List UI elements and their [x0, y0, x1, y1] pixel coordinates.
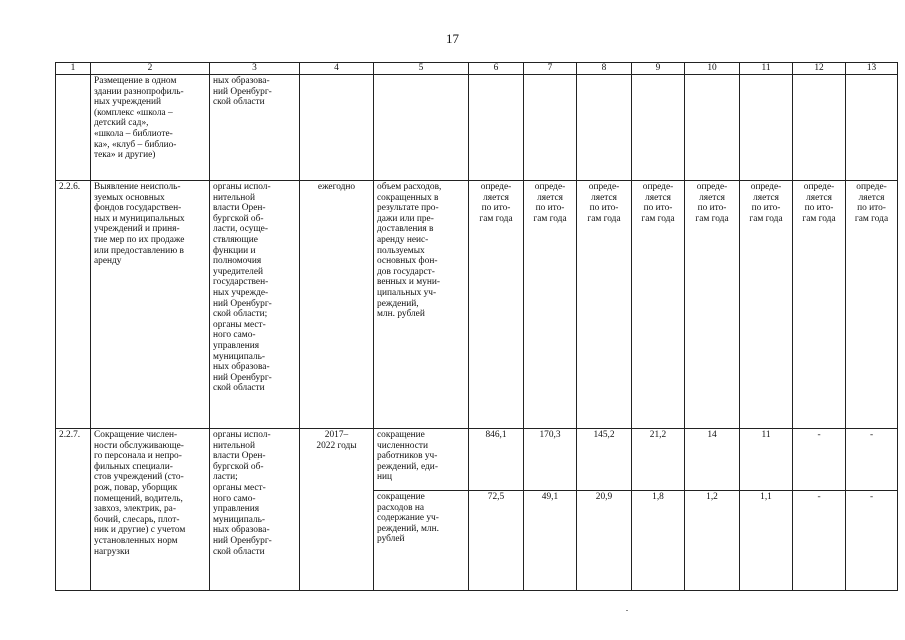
value-cell: - [846, 491, 898, 591]
row-number-cell: 2.2.7. [56, 429, 91, 591]
value-cell [469, 75, 524, 181]
value-cell: - [846, 429, 898, 491]
value-cell: опреде- ляется по ито- гам года [469, 181, 524, 429]
table-row-continued [56, 75, 898, 181]
column-number: 6 [469, 63, 524, 75]
column-number: 13 [846, 63, 898, 75]
value-cell [632, 75, 685, 181]
table-row-2-2-7a [56, 429, 898, 491]
scan-speck [626, 610, 628, 611]
value-cell [846, 75, 898, 181]
value-cell: опреде- ляется по ито- гам года [632, 181, 685, 429]
term-cell [300, 75, 374, 181]
value-cell: 21,2 [632, 429, 685, 491]
value-cell: опреде- ляется по ито- гам года [524, 181, 577, 429]
measures-table [55, 62, 898, 591]
column-numbers-row [56, 63, 898, 75]
executors-cell: органы испол- нительной власти Орен- бургской об- ласти; органы мест- ного само- управления муниципаль- ных образова- ний Оренбург- ской области [210, 429, 300, 591]
value-cell: опреде- ляется по ито- гам года [846, 181, 898, 429]
executors-cell: ных образова- ний Оренбург- ской области [210, 75, 300, 181]
value-cell: 846,1 [469, 429, 524, 491]
indicator-cell [374, 75, 469, 181]
measure-cell: Сокращение числен- ности обслуживающе- го персонала и непро- фильных специали- стов учреждений (сто- рож, повар, уборщик помещений, водитель, завхоз, электрик, ра- бочий, слесарь, плот- ник и другие) с учетом установленных норм нагрузки [91, 429, 210, 591]
value-cell: 11 [740, 429, 793, 491]
column-number: 4 [300, 63, 374, 75]
term-cell: ежегодно [300, 181, 374, 429]
table-row-2-2-6 [56, 181, 898, 429]
column-number: 3 [210, 63, 300, 75]
column-number: 2 [91, 63, 210, 75]
value-cell: 72,5 [469, 491, 524, 591]
value-cell: 1,1 [740, 491, 793, 591]
column-number: 7 [524, 63, 577, 75]
measure-cell: Выявление неисполь- зуемых основных фондов государствен- ных и муниципальных учреждений и приня- тие мер по их продаже или предоставлению в аренду [91, 181, 210, 429]
value-cell [577, 75, 632, 181]
column-number: 1 [56, 63, 91, 75]
indicator-cell: сокращение численности работников уч- реждений, еди- ниц [374, 429, 469, 491]
indicator-cell: сокращение расходов на содержание уч- реждений, млн. рублей [374, 491, 469, 591]
value-cell: - [793, 491, 846, 591]
indicator-cell: объем расходов, сокращенных в результате про- дажи или пре- доставления в аренду неис- пользуемых основных фон- дов государст- венных и муни- ципальных уч- реждений, млн. рублей [374, 181, 469, 429]
value-cell: 1,8 [632, 491, 685, 591]
column-number: 12 [793, 63, 846, 75]
value-cell: 49,1 [524, 491, 577, 591]
value-cell: опреде- ляется по ито- гам года [740, 181, 793, 429]
value-cell: 1,2 [685, 491, 740, 591]
value-cell [685, 75, 740, 181]
value-cell [524, 75, 577, 181]
value-cell: опреде- ляется по ито- гам года [577, 181, 632, 429]
row-number-cell [56, 75, 91, 181]
value-cell: 14 [685, 429, 740, 491]
column-number: 9 [632, 63, 685, 75]
value-cell: опреде- ляется по ито- гам года [685, 181, 740, 429]
executors-cell: органы испол- нительной власти Орен- бургской об- ласти, осуще- ствляющие функции и полномочия учредителей государствен- ных учрежде- ний Оренбург- ской области; органы мест- ного само- управления муниципаль- ных образова- ний Оренбург- ской области [210, 181, 300, 429]
term-cell: 2017– 2022 годы [300, 429, 374, 591]
measure-cell: Размещение в одном здании разнопрофиль- ных учреждений (комплекс «школа – детский сад», «школа – библиоте- ка», «клуб – библио- тека» и другие) [91, 75, 210, 181]
value-cell [740, 75, 793, 181]
page-number: 17 [446, 31, 459, 46]
row-number-cell: 2.2.6. [56, 181, 91, 429]
column-number: 10 [685, 63, 740, 75]
value-cell: 20,9 [577, 491, 632, 591]
value-cell: опреде- ляется по ито- гам года [793, 181, 846, 429]
value-cell: - [793, 429, 846, 491]
column-number: 5 [374, 63, 469, 75]
column-number: 8 [577, 63, 632, 75]
column-number: 11 [740, 63, 793, 75]
value-cell: 170,3 [524, 429, 577, 491]
value-cell: 145,2 [577, 429, 632, 491]
value-cell [793, 75, 846, 181]
